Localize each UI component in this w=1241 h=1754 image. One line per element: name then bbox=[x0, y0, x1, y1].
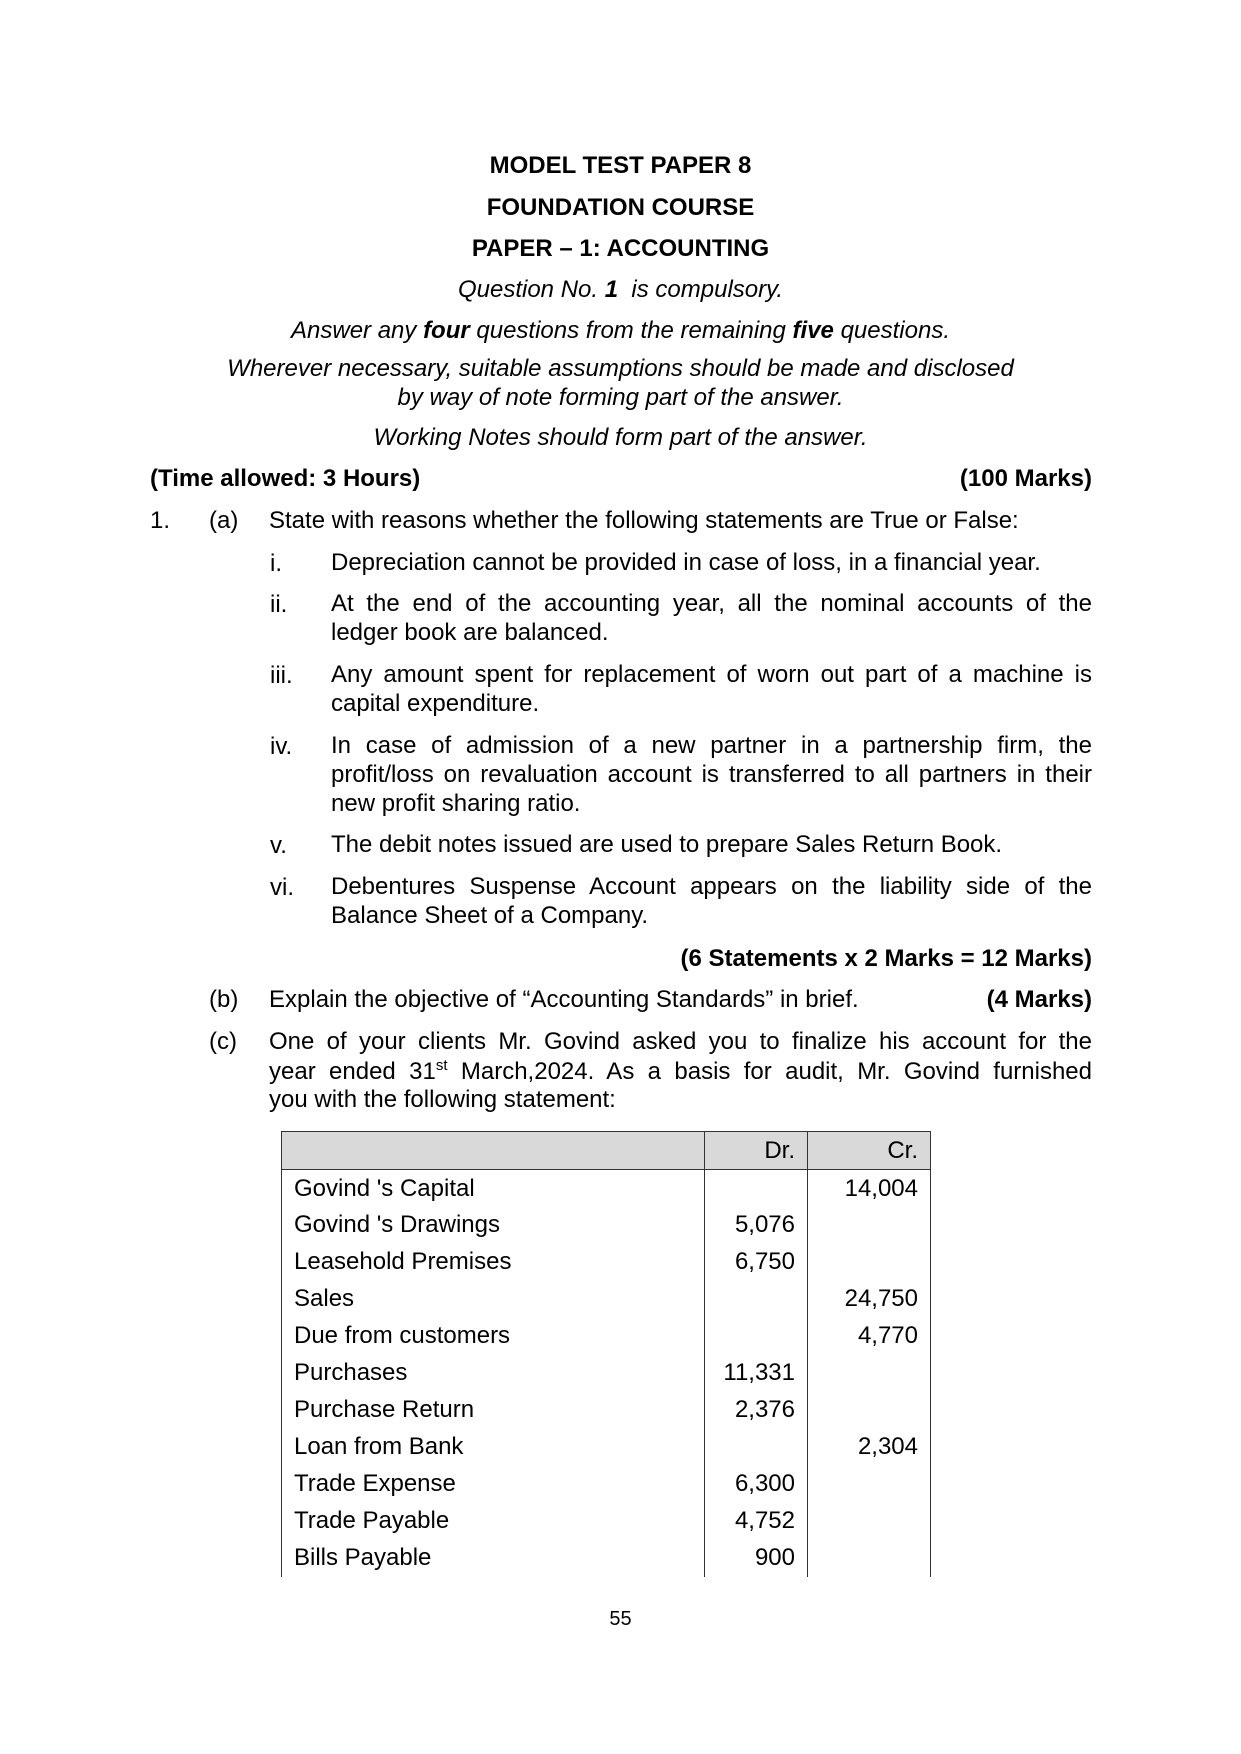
paper-name: PAPER – 1: ACCOUNTING bbox=[471, 235, 770, 262]
row-debit: 4,752 bbox=[705, 1503, 808, 1540]
row-credit: 14,004 bbox=[808, 1170, 931, 1207]
row-debit: 2,376 bbox=[705, 1392, 808, 1429]
row-debit bbox=[705, 1429, 808, 1466]
part-a-text: State with reasons whether the following statements are True or False: bbox=[269, 507, 1019, 534]
row-name: Loan from Bank bbox=[282, 1429, 705, 1466]
instruction-answer-any: Answer any four questions from the remaining five questions. bbox=[291, 317, 950, 344]
row-name: Due from customers bbox=[282, 1318, 705, 1355]
row-debit: 6,750 bbox=[705, 1244, 808, 1281]
row-debit: 5,076 bbox=[705, 1207, 808, 1244]
row-credit: 4,770 bbox=[808, 1318, 931, 1355]
statement-number: vi. bbox=[270, 874, 294, 901]
trial-balance-table bbox=[281, 1131, 931, 1577]
table-header-row bbox=[282, 1132, 931, 1170]
page-number: 55 bbox=[609, 1608, 632, 1630]
statement-number: i. bbox=[270, 550, 282, 577]
question-number: 1. bbox=[150, 507, 171, 534]
part-a-marks: (6 Statements x 2 Marks = 12 Marks) bbox=[680, 945, 1092, 972]
total-marks: (100 Marks) bbox=[959, 465, 1092, 492]
row-debit: 11,331 bbox=[705, 1355, 808, 1392]
row-credit bbox=[808, 1540, 931, 1577]
statement-number: v. bbox=[270, 832, 287, 859]
table-row bbox=[282, 1503, 931, 1540]
row-credit bbox=[808, 1503, 931, 1540]
part-a-label: (a) bbox=[209, 507, 239, 534]
table-row bbox=[282, 1207, 931, 1244]
part-b-marks: (4 Marks) bbox=[986, 986, 1092, 1013]
time-allowed: (Time allowed: 3 Hours) bbox=[150, 465, 421, 492]
row-name: Trade Expense bbox=[282, 1466, 705, 1503]
part-b-text: Explain the objective of “Accounting Standards” in brief. bbox=[269, 986, 859, 1013]
statement-number: iii. bbox=[270, 662, 293, 689]
instruction-compulsory: Question No. 1 is compulsory. bbox=[457, 276, 784, 303]
part-c-line2: year ended 31st March,2024. As a basis for audit, Mr. Govind furnished bbox=[269, 1057, 1092, 1085]
statement-number: ii. bbox=[270, 591, 288, 618]
table-row bbox=[282, 1429, 931, 1466]
row-name: Purchase Return bbox=[282, 1392, 705, 1429]
part-c-line1: One of your clients Mr. Govind asked you to finalize his account for the bbox=[269, 1028, 1092, 1055]
table-row bbox=[282, 1170, 931, 1207]
row-name: Trade Payable bbox=[282, 1503, 705, 1540]
statement-text: Depreciation cannot be provided in case of loss, in a financial year. bbox=[331, 549, 1041, 576]
header-particulars bbox=[282, 1132, 705, 1170]
statement-text: Any amount spent for replacement of worn out part of a machine is capital expenditure. bbox=[331, 661, 1092, 717]
row-name: Leasehold Premises bbox=[282, 1244, 705, 1281]
row-name: Govind 's Drawings bbox=[282, 1207, 705, 1244]
table-row bbox=[282, 1540, 931, 1577]
statement-text: Debentures Suspense Account appears on the liability side of the Balance Sheet of a Company. bbox=[331, 873, 1092, 929]
table-row bbox=[282, 1392, 931, 1429]
statement-text: At the end of the accounting year, all the nominal accounts of the ledger book are balanced. bbox=[331, 590, 1092, 646]
table-row bbox=[282, 1466, 931, 1503]
statement-text: In case of admission of a new partner in a partnership firm, the profit/loss on revaluation account is transferred to all partners in their new profit sharing ratio. bbox=[331, 732, 1092, 817]
row-credit bbox=[808, 1355, 931, 1392]
statement-number: iv. bbox=[270, 733, 293, 760]
part-c-line3: you with the following statement: bbox=[269, 1086, 616, 1113]
row-credit bbox=[808, 1466, 931, 1503]
row-credit: 2,304 bbox=[808, 1429, 931, 1466]
row-debit: 900 bbox=[705, 1540, 808, 1577]
row-debit bbox=[705, 1170, 808, 1207]
row-credit bbox=[808, 1392, 931, 1429]
course-name: FOUNDATION COURSE bbox=[486, 194, 755, 221]
row-debit bbox=[705, 1318, 808, 1355]
row-name: Purchases bbox=[282, 1355, 705, 1392]
instruction-assumptions-line2: by way of note forming part of the answer. bbox=[397, 384, 844, 411]
row-credit: 24,750 bbox=[808, 1281, 931, 1318]
header-credit: Cr. bbox=[808, 1132, 931, 1170]
table-row bbox=[282, 1281, 931, 1318]
row-name: Govind 's Capital bbox=[282, 1170, 705, 1207]
row-name: Bills Payable bbox=[282, 1540, 705, 1577]
statement-text: The debit notes issued are used to prepare Sales Return Book. bbox=[331, 831, 1003, 858]
instruction-assumptions-line1: Wherever necessary, suitable assumptions should be made and disclosed bbox=[227, 355, 1014, 382]
table-row bbox=[282, 1244, 931, 1281]
paper-title: MODEL TEST PAPER 8 bbox=[489, 152, 752, 179]
row-debit bbox=[705, 1281, 808, 1318]
part-c-label: (c) bbox=[209, 1028, 237, 1055]
row-name: Sales bbox=[282, 1281, 705, 1318]
row-credit bbox=[808, 1244, 931, 1281]
header-debit: Dr. bbox=[705, 1132, 808, 1170]
row-debit: 6,300 bbox=[705, 1466, 808, 1503]
row-credit bbox=[808, 1207, 931, 1244]
table-row bbox=[282, 1318, 931, 1355]
table-row bbox=[282, 1355, 931, 1392]
instruction-working-notes: Working Notes should form part of the answer. bbox=[373, 424, 868, 451]
part-b-label: (b) bbox=[209, 986, 239, 1013]
